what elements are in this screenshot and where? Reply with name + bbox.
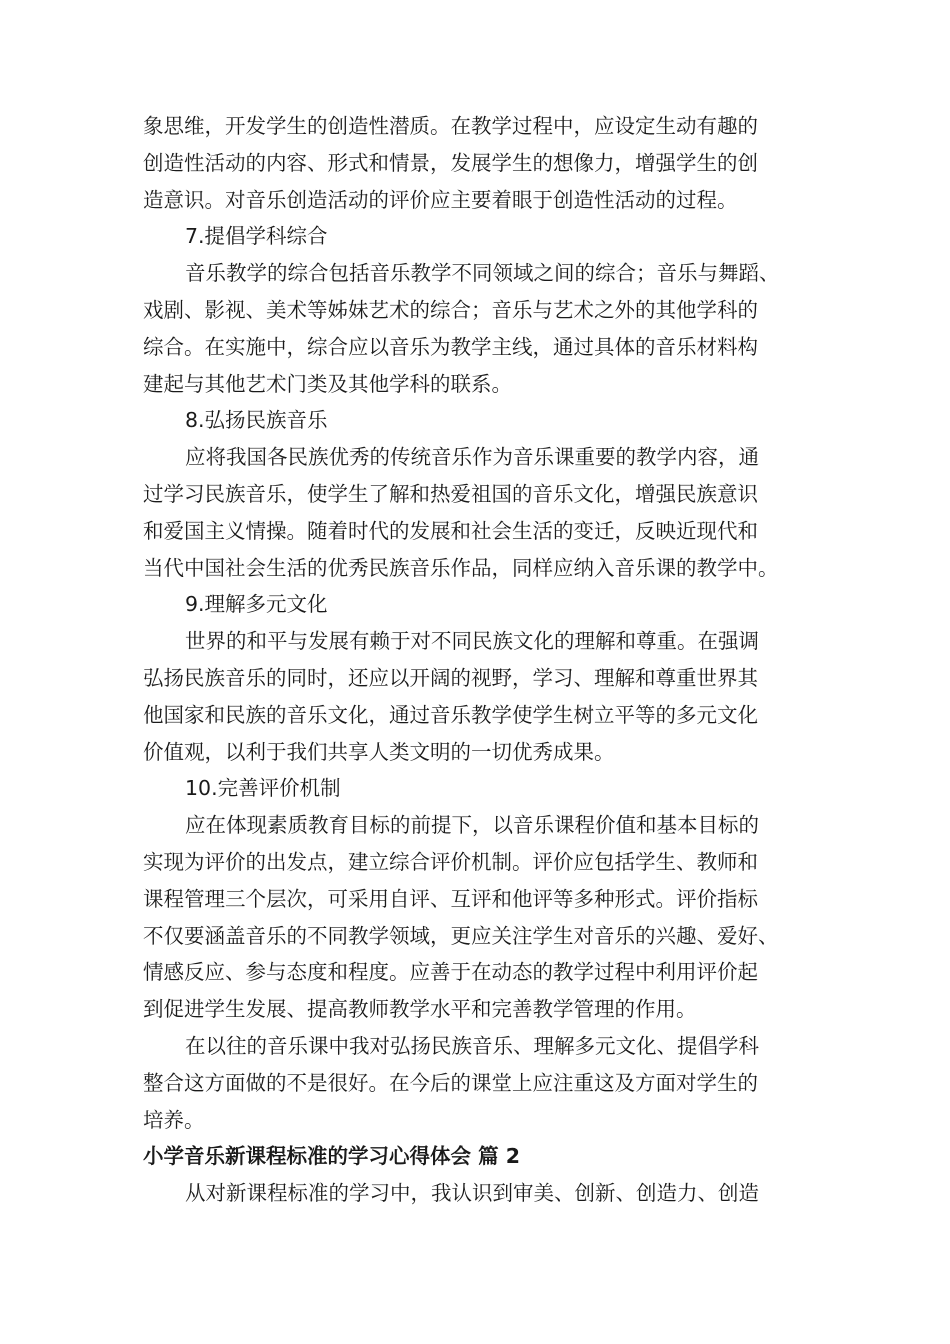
text-line: 和爱国主义情操。随着时代的发展和社会生活的变迁，反映近现代和 — [143, 518, 758, 543]
text-line: 从对新课程标准的学习中，我认识到审美、创新、创造力、创造 — [185, 1181, 759, 1206]
text-line: 建起与其他艺术门类及其他学科的联系。 — [143, 371, 512, 396]
text-line: 音乐教学的综合包括音乐教学不同领域之间的综合；音乐与舞蹈、 — [185, 261, 780, 286]
text-line: 过学习民族音乐，使学生了解和热爱祖国的音乐文化，增强民族意识 — [143, 481, 758, 506]
text-line: 到促进学生发展、提高教师教学水平和完善教学管理的作用。 — [143, 997, 697, 1022]
text-line: 弘扬民族音乐的同时，还应以开阔的视野，学习、理解和尊重世界其 — [143, 665, 758, 690]
section-heading-10: 10.完善评价机制 — [185, 776, 341, 801]
document-page — [143, 108, 811, 1212]
text-line: 培养。 — [143, 1107, 205, 1132]
text-line: 戏剧、影视、美术等姊妹艺术的综合；音乐与艺术之外的其他学科的 — [143, 297, 758, 322]
text-line: 情感反应、参与态度和程度。应善于在动态的教学过程中利用评价起 — [143, 960, 758, 985]
text-line: 在以往的音乐课中我对弘扬民族音乐、理解多元文化、提倡学科 — [185, 1033, 759, 1058]
text-line: 价值观，以利于我们共享人类文明的一切优秀成果。 — [143, 739, 615, 764]
text-line: 实现为评价的出发点，建立综合评价机制。评价应包括学生、教师和 — [143, 849, 758, 874]
text-line: 课程管理三个层次，可采用自评、互评和他评等多种形式。评价指标 — [143, 886, 758, 911]
text-line: 当代中国社会生活的优秀民族音乐作品，同样应纳入音乐课的教学中。 — [143, 555, 779, 580]
text-line: 不仅要涵盖音乐的不同教学领域，更应关注学生对音乐的兴趣、爱好、 — [143, 923, 779, 948]
text-line: 造意识。对音乐创造活动的评价应主要着眼于创造性活动的过程。 — [143, 187, 738, 212]
text-line: 应在体现素质教育目标的前提下，以音乐课程价值和基本目标的 — [185, 813, 759, 838]
text-line: 世界的和平与发展有赖于对不同民族文化的理解和尊重。在强调 — [185, 629, 759, 654]
section-heading-7: 7.提倡学科综合 — [185, 224, 328, 249]
text-line: 象思维，开发学生的创造性潜质。在教学过程中，应设定生动有趣的 — [143, 114, 758, 138]
section-heading-9: 9.理解多元文化 — [185, 592, 328, 617]
text-line: 综合。在实施中，综合应以音乐为教学主线，通过具体的音乐材料构 — [143, 334, 758, 359]
text-line: 整合这方面做的不是很好。在今后的课堂上应注重这及方面对学生的 — [143, 1070, 758, 1095]
text-line: 创造性活动的内容、形式和情景，发展学生的想像力，增强学生的创 — [143, 150, 758, 175]
text-line: 应将我国各民族优秀的传统音乐作为音乐课重要的教学内容，通 — [185, 445, 759, 470]
section-heading-8: 8.弘扬民族音乐 — [185, 408, 328, 433]
text-line: 他国家和民族的音乐文化，通过音乐教学使学生树立平等的多元文化 — [143, 702, 758, 727]
article-title-part-2: 小学音乐新课程标准的学习心得体会 篇 2 — [143, 1144, 521, 1169]
